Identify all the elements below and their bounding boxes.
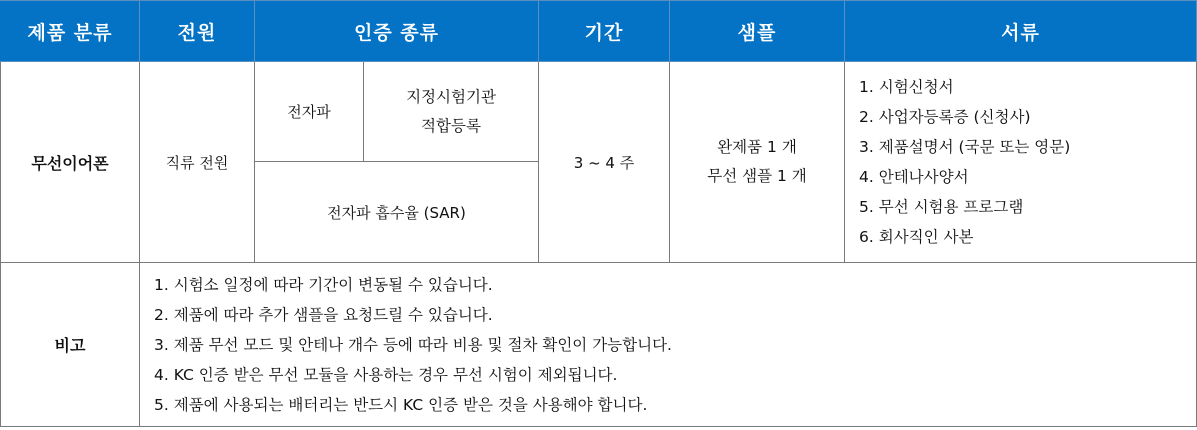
document-item: 3. 제품설명서 (국문 또는 영문) bbox=[859, 138, 1071, 156]
product-row bbox=[1, 62, 1197, 162]
document-item: 5. 무선 시험용 프로그램 bbox=[859, 198, 1024, 216]
period-cell: 3 ~ 4 주 bbox=[539, 62, 670, 263]
cert-lab-cell bbox=[364, 62, 539, 162]
header-sample: 샘플 bbox=[670, 1, 845, 62]
header-power: 전원 bbox=[140, 1, 255, 62]
header-cert-type: 인증 종류 bbox=[255, 1, 539, 62]
remark-item: 5. 제품에 사용되는 배터리는 반드시 KC 인증 받은 것을 사용해야 합니다. bbox=[154, 395, 648, 414]
cert-lab-line2: 적합등록 bbox=[421, 116, 481, 135]
document-item: 1. 시험신청서 bbox=[859, 78, 954, 96]
sample-cell bbox=[670, 62, 845, 263]
remark-item: 1. 시험소 일정에 따라 기간이 변동될 수 있습니다. bbox=[154, 275, 493, 294]
cert-sar-cell: 전자파 흡수율 (SAR) bbox=[255, 162, 539, 263]
remarks-row bbox=[1, 263, 1197, 427]
remark-item: 4. KC 인증 받은 무선 모듈을 사용하는 경우 무선 시험이 제외됩니다. bbox=[154, 365, 618, 384]
power-cell: 직류 전원 bbox=[140, 62, 255, 263]
header-product-category: 제품 분류 bbox=[1, 1, 140, 62]
header-row bbox=[1, 1, 1197, 62]
cert-lab-line1: 지정시험기관 bbox=[406, 87, 496, 106]
remarks-label-cell: 비고 bbox=[1, 263, 140, 427]
cert-emc-cell: 전자파 bbox=[255, 62, 364, 162]
product-category-cell: 무선이어폰 bbox=[1, 62, 140, 263]
remark-item: 2. 제품에 따라 추가 샘플을 요청드릴 수 있습니다. bbox=[154, 305, 493, 324]
documents-cell bbox=[845, 62, 1197, 263]
document-item: 2. 사업자등록증 (신청사) bbox=[859, 108, 1031, 126]
header-period: 기간 bbox=[539, 1, 670, 62]
document-item: 6. 회사직인 사본 bbox=[859, 228, 974, 246]
remarks-notes-cell bbox=[140, 263, 1197, 427]
sample-line2: 무선 샘플 1 개 bbox=[707, 167, 807, 185]
sample-line1: 완제품 1 개 bbox=[717, 138, 797, 156]
header-documents: 서류 bbox=[845, 1, 1197, 62]
document-item: 4. 안테나사양서 bbox=[859, 168, 969, 186]
remark-item: 3. 제품 무선 모드 및 안테나 개수 등에 따라 비용 및 절차 확인이 가능합니다. bbox=[154, 335, 672, 354]
